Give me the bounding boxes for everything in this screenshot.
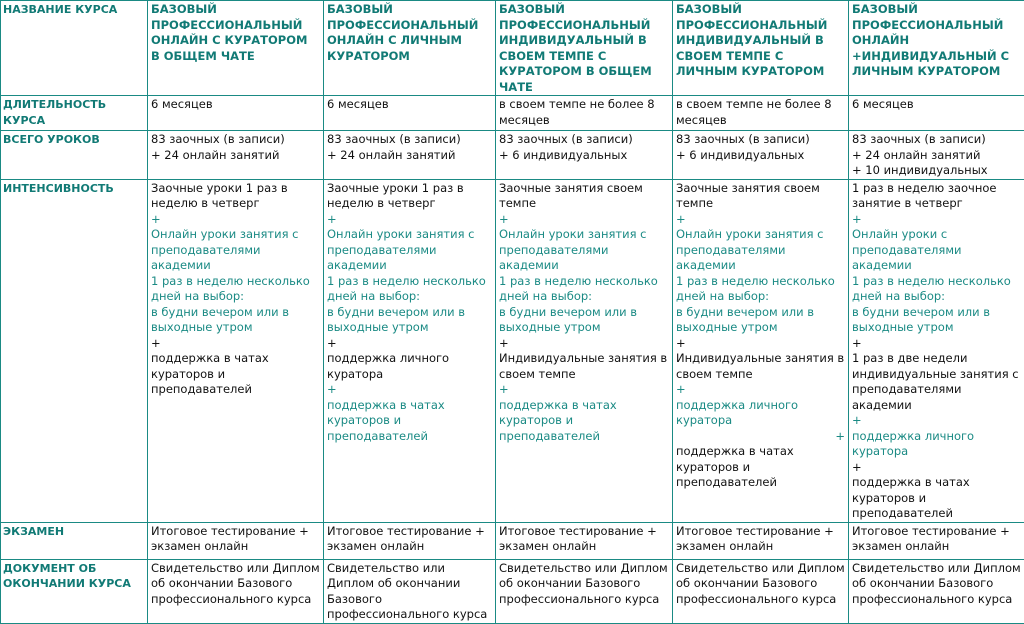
row-label-certificate: ДОКУМЕНТ ОБ ОКОНЧАНИИ КУРСА: [1, 559, 148, 623]
duration-cell-4: в своем темпе не более 8 месяцев: [673, 96, 849, 131]
plus-sign: +: [852, 460, 1021, 476]
row-label-course-name: НАЗВАНИЕ КУРСА: [1, 1, 148, 96]
intensity-line: Заочные занятия своем темпе: [499, 181, 669, 212]
exam-cell-4: Итоговое тестирование + экзамен онлайн: [673, 522, 849, 559]
intensity-line: поддержка личного куратора: [852, 429, 1021, 460]
plus-sign: +: [151, 336, 320, 352]
course-name-5: БАЗОВЫЙ ПРОФЕССИОНАЛЬНЫЙ ОНЛАЙН +ИНДИВИДУАЛЬНЫЙ С ЛИЧНЫМ КУРАТОРОМ: [849, 1, 1024, 96]
exam-row: [1, 522, 1024, 559]
plus-sign: +: [852, 413, 1021, 429]
intensity-line: Онлайн уроки занятия с преподавателями академии: [676, 227, 845, 274]
plus-sign: +: [676, 429, 845, 445]
intensity-cell-5: [849, 179, 1024, 522]
intensity-line: Индивидуальные занятия в своем темпе: [676, 351, 845, 382]
lessons-cell-1: [148, 131, 324, 180]
intensity-cell-4: [673, 179, 849, 522]
intensity-line: поддержка в чатах кураторов и преподавателей: [327, 398, 492, 445]
lessons-line: + 6 индивидуальных: [676, 148, 845, 164]
plus-sign: +: [327, 336, 492, 352]
duration-cell-1: 6 месяцев: [148, 96, 324, 131]
intensity-line: 1 раз в неделю несколько дней на выбор:: [499, 274, 669, 305]
intensity-line: поддержка в чатах кураторов и преподавателей: [499, 398, 669, 445]
lessons-line: 83 заочных (в записи): [499, 132, 669, 148]
row-label-exam: ЭКЗАМЕН: [1, 522, 148, 559]
certificate-cell-3: Свидетельство или Диплом об окончании Базового профессионального курса: [496, 559, 673, 623]
row-label-lessons: ВСЕГО УРОКОВ: [1, 131, 148, 180]
row-label-duration: ДЛИТЕЛЬНОСТЬ КУРСА: [1, 96, 148, 131]
plus-sign: +: [852, 212, 1021, 228]
intensity-line: Онлайн уроки занятия с преподавателями академии: [151, 227, 320, 274]
lessons-cell-3: [496, 131, 673, 180]
duration-cell-2: 6 месяцев: [324, 96, 496, 131]
intensity-line: в будни вечером или в выходные утром: [676, 305, 845, 336]
intensity-line: поддержка личного куратора: [676, 398, 845, 429]
lessons-line: + 24 онлайн занятий: [852, 148, 1021, 164]
intensity-line: Заочные уроки 1 раз в неделю в четверг: [327, 181, 492, 212]
certificate-cell-2: Свидетельство или Диплом об окончании Базового профессионального курса: [324, 559, 496, 623]
intensity-line: поддержка в чатах кураторов и преподавателей: [852, 475, 1021, 522]
intensity-line: 1 раз в неделю несколько дней на выбор:: [327, 274, 492, 305]
header-row: [1, 1, 1024, 96]
plus-sign: +: [327, 212, 492, 228]
plus-sign: +: [499, 212, 669, 228]
intensity-row: [1, 179, 1024, 522]
duration-row: [1, 96, 1024, 131]
lessons-cell-5: [849, 131, 1024, 180]
intensity-line: Онлайн уроки занятия с преподавателями академии: [499, 227, 669, 274]
duration-cell-3: в своем темпе не более 8 месяцев: [496, 96, 673, 131]
intensity-line: Заочные уроки 1 раз в неделю в четверг: [151, 181, 320, 212]
intensity-line: поддержка в чатах кураторов и преподавателей: [151, 351, 320, 398]
intensity-line: Индивидуальные занятия в своем темпе: [499, 351, 669, 382]
lessons-line: 83 заочных (в записи): [852, 132, 1021, 148]
exam-cell-1: Итоговое тестирование + экзамен онлайн: [148, 522, 324, 559]
exam-cell-3: Итоговое тестирование + экзамен онлайн: [496, 522, 673, 559]
intensity-line: 1 раз в неделю заочное занятие в четверг: [852, 181, 1021, 212]
exam-cell-2: Итоговое тестирование + экзамен онлайн: [324, 522, 496, 559]
row-label-intensity: ИНТЕНСИВНОСТЬ: [1, 179, 148, 522]
intensity-line: 1 раз в неделю несколько дней на выбор:: [852, 274, 1021, 305]
lessons-line: 83 заочных (в записи): [151, 132, 320, 148]
plus-sign: +: [327, 382, 492, 398]
lessons-line: + 6 индивидуальных: [499, 148, 669, 164]
lessons-line: + 24 онлайн занятий: [151, 148, 320, 164]
lessons-cell-4: [673, 131, 849, 180]
plus-sign: +: [499, 382, 669, 398]
intensity-line: Онлайн уроки занятия с преподавателями академии: [327, 227, 492, 274]
intensity-line: в будни вечером или в выходные утром: [151, 305, 320, 336]
intensity-line: в будни вечером или в выходные утром: [852, 305, 1021, 336]
certificate-cell-5: Свидетельство или Диплом об окончании Базового профессионального курса: [849, 559, 1024, 623]
plus-sign: +: [151, 212, 320, 228]
intensity-cell-2: [324, 179, 496, 522]
course-name-3: БАЗОВЫЙ ПРОФЕССИОНАЛЬНЫЙ ИНДИВИДУАЛЬНЫЙ В СВОЕМ ТЕМПЕ С КУРАТОРОМ В ОБЩЕМ ЧАТЕ: [496, 1, 673, 96]
plus-sign: +: [676, 336, 845, 352]
certificate-row: [1, 559, 1024, 623]
exam-cell-5: Итоговое тестирование + экзамен онлайн: [849, 522, 1024, 559]
lessons-line: 83 заочных (в записи): [676, 132, 845, 148]
intensity-line: поддержка в чатах кураторов и преподавателей: [676, 444, 845, 491]
certificate-cell-1: Свидетельство или Диплом об окончании Базового профессионального курса: [148, 559, 324, 623]
intensity-line: в будни вечером или в выходные утром: [499, 305, 669, 336]
certificate-cell-4: Свидетельство или Диплом об окончании Базового профессионального курса: [673, 559, 849, 623]
lessons-row: [1, 131, 1024, 180]
plus-sign: +: [499, 336, 669, 352]
intensity-line: поддержка личного куратора: [327, 351, 492, 382]
intensity-line: Заочные занятия своем темпе: [676, 181, 845, 212]
intensity-line: Онлайн уроки с преподавателями академии: [852, 227, 1021, 274]
duration-cell-5: 6 месяцев: [849, 96, 1024, 131]
intensity-line: 1 раз в неделю несколько дней на выбор:: [151, 274, 320, 305]
intensity-line: 1 раз в две недели индивидуальные занятия с преподавателями академии: [852, 351, 1021, 413]
lessons-line: 83 заочных (в записи): [327, 132, 492, 148]
intensity-cell-3: [496, 179, 673, 522]
intensity-line: 1 раз в неделю несколько дней на выбор:: [676, 274, 845, 305]
course-name-2: БАЗОВЫЙ ПРОФЕССИОНАЛЬНЫЙ ОНЛАЙН С ЛИЧНЫМ КУРАТОРОМ: [324, 1, 496, 96]
intensity-cell-1: [148, 179, 324, 522]
plus-sign: +: [676, 212, 845, 228]
plus-sign: +: [676, 382, 845, 398]
lessons-line: + 24 онлайн занятий: [327, 148, 492, 164]
plus-sign: +: [852, 336, 1021, 352]
course-name-4: БАЗОВЫЙ ПРОФЕССИОНАЛЬНЫЙ ИНДИВИДУАЛЬНЫЙ В СВОЕМ ТЕМПЕ С ЛИЧНЫМ КУРАТОРОМ: [673, 1, 849, 96]
lessons-cell-2: [324, 131, 496, 180]
intensity-line: в будни вечером или в выходные утром: [327, 305, 492, 336]
lessons-line: + 10 индивидуальных: [852, 163, 1021, 179]
course-name-1: БАЗОВЫЙ ПРОФЕССИОНАЛЬНЫЙ ОНЛАЙН С КУРАТОРОМ В ОБЩЕМ ЧАТЕ: [148, 1, 324, 96]
